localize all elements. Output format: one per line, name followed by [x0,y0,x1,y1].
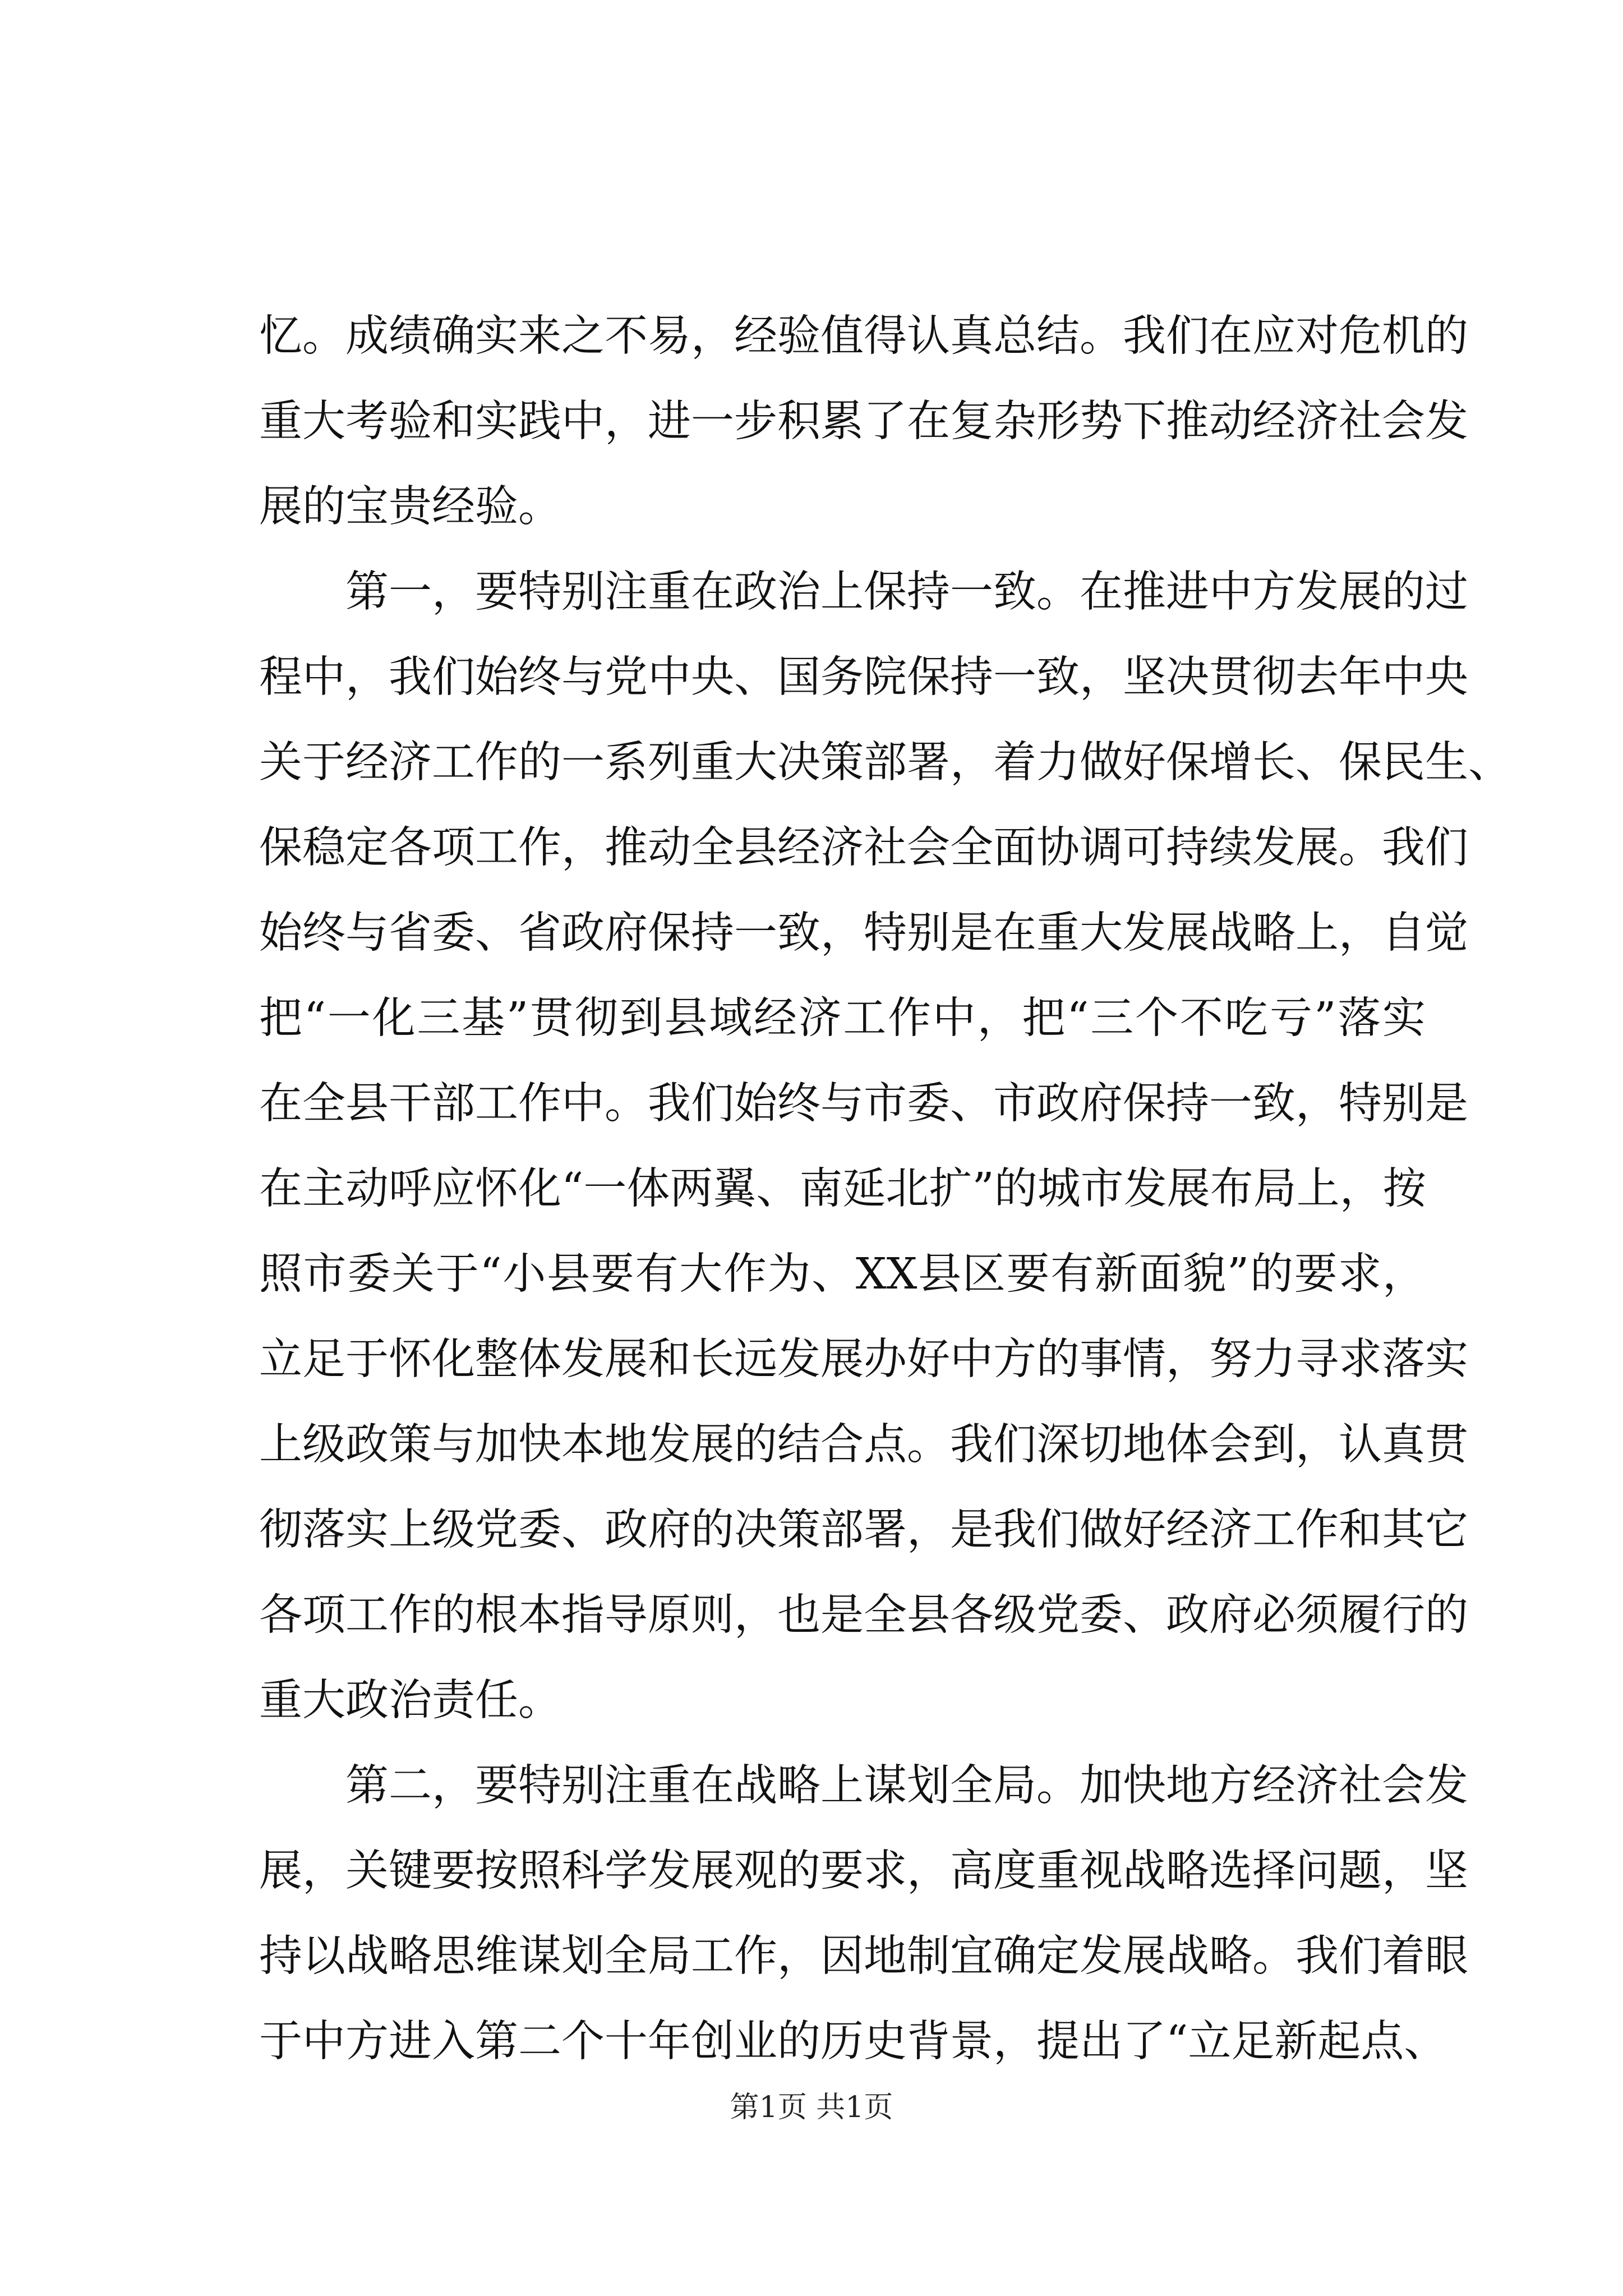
text-line: 保稳定各项工作，推动全县经济社会全面协调可持续发展。我们 [259,823,1468,873]
paragraph-first-line: 第二，要特别注重在战略上谋划全局。加快地方经济社会发 [345,1761,1468,1811]
text-line: 上级政策与加快本地发展的结合点。我们深切地体会到，认真贯 [259,1420,1468,1470]
text-line: 持以战略思维谋划全局工作，因地制宜确定发展战略。我们着眼 [259,1931,1468,1981]
text-line: 立足于怀化整体发展和长远发展办好中方的事情，努力寻求落实 [259,1335,1468,1384]
text-line: 于中方进入第二个十年创业的历史背景，提出了“立足新起点、 [259,2017,1447,2067]
text-line: 在全县干部工作中。我们始终与市委、市政府保持一致，特别是 [259,1079,1468,1129]
text-line: 关于经济工作的一系列重大决策部署，着力做好保增长、保民生、 [259,738,1511,788]
text-line: 把“一化三基”贯彻到县域经济工作中，把“三个不吃亏”落实 [259,993,1426,1043]
page-number-footer: 第1页 共1页 [730,2091,893,2124]
text-line: 彻落实上级党委、政府的决策部署，是我们做好经济工作和其它 [259,1505,1468,1555]
text-line: 展，关键要按照科学发展观的要求，高度重视战略选择问题，坚 [259,1846,1468,1896]
text-line: 各项工作的根本指导原则，也是全县各级党委、政府必须履行的 [259,1590,1468,1640]
text-line: 重大考验和实践中，进一步积累了在复杂形势下推动经济社会发 [259,397,1468,447]
text-line: 照市委关于“小县要有大作为、XX县区要有新面貌”的要求， [259,1249,1426,1299]
paragraph-first-line: 第一，要特别注重在政治上保持一致。在推进中方发展的过 [345,567,1468,617]
text-line: 程中，我们始终与党中央、国务院保持一致，坚决贯彻去年中央 [259,652,1468,702]
text-line: 重大政治责任。 [259,1676,561,1726]
text-line: 忆。成绩确实来之不易，经验值得认真总结。我们在应对危机的 [259,311,1468,361]
text-line: 始终与省委、省政府保持一致，特别是在重大发展战略上，自觉 [259,908,1468,958]
text-line: 展的宝贵经验。 [259,482,561,532]
text-line: 在主动呼应怀化“一体两翼、南延北扩”的城市发展布局上，按 [259,1164,1426,1214]
